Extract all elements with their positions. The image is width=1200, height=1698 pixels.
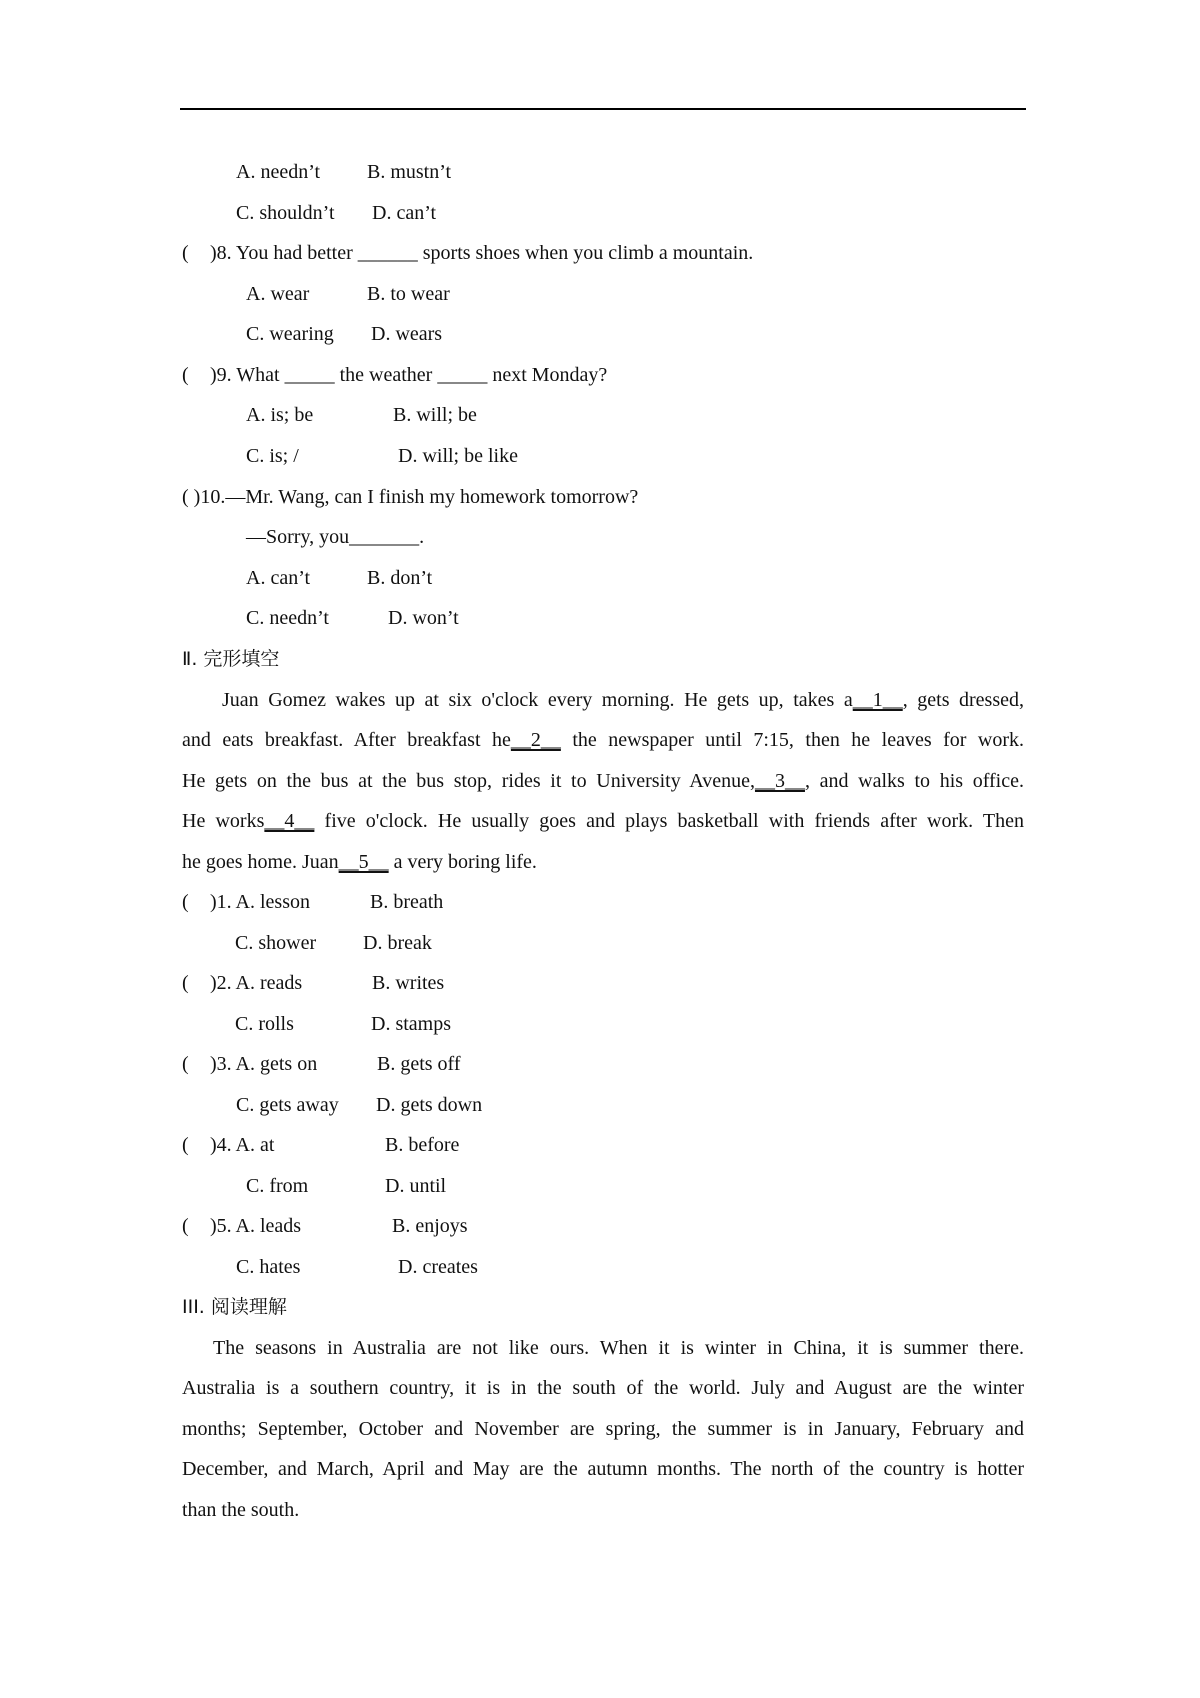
option-d: D. stamps — [371, 1013, 451, 1035]
option-b: B. will; be — [393, 404, 477, 426]
passage-line: December, and March, April and May are the autumn months. The north of the country is hotter — [182, 1458, 1024, 1480]
section-2-heading: Ⅱ. 完形填空 — [182, 648, 280, 670]
option-c: C. needn’t — [246, 607, 329, 629]
option-c: C. shower — [235, 932, 317, 954]
option-c: C. shouldn’t — [236, 202, 335, 224]
option-b: B. breath — [370, 891, 444, 913]
blank-1: __1__ — [852, 689, 903, 711]
option-d: D. won’t — [388, 607, 459, 629]
blank-5: __5__ — [338, 851, 389, 873]
blank-2: __2__ — [510, 729, 561, 751]
option-d: D. will; be like — [398, 445, 518, 467]
option-d: D. until — [385, 1175, 447, 1197]
passage-line: months; September, October and November are spring, the summer is in January, February and — [182, 1418, 1024, 1440]
passage-line: than the south. — [182, 1499, 300, 1521]
option-a: )5. A. leads — [210, 1215, 302, 1237]
option-a: )2. A. reads — [210, 972, 303, 994]
answer-paren: ( — [182, 1134, 189, 1156]
option-a: A. wear — [246, 283, 310, 305]
option-a: A. can’t — [246, 567, 311, 589]
passage-line: Australia is a southern country, it is in the south of the world. July and August are the winter — [182, 1377, 1024, 1399]
option-c: C. wearing — [246, 323, 334, 345]
option-a: A. needn’t — [236, 161, 321, 183]
option-b: B. mustn’t — [367, 161, 452, 183]
passage-line: The seasons in Australia are not like ours. When it is winter in China, it is summer there. — [213, 1337, 1024, 1359]
answer-paren: ( — [182, 1215, 189, 1237]
answer-paren: ( — [182, 364, 189, 386]
answer-paren: ( — [182, 891, 189, 913]
option-a: )4. A. at — [210, 1134, 275, 1156]
option-c: C. is; / — [246, 445, 299, 467]
passage-line: and eats breakfast. After breakfast he__2__ the newspaper until 7:15, then he leaves for work. — [182, 729, 1024, 751]
header-rule — [180, 108, 1026, 110]
option-d: D. wears — [371, 323, 443, 345]
passage-line: Juan Gomez wakes up at six o'clock every morning. He gets up, takes a__1__, gets dressed, — [222, 689, 1025, 711]
option-c: C. rolls — [235, 1013, 294, 1035]
dialog-reply: —Sorry, you_______. — [246, 526, 425, 548]
answer-paren: ( — [182, 242, 189, 264]
option-c: C. hates — [236, 1256, 301, 1278]
passage-line: He gets on the bus at the bus stop, rides it to University Avenue,__3__, and walks to his office. — [182, 770, 1024, 792]
option-c: C. from — [246, 1175, 309, 1197]
option-b: B. gets off — [377, 1053, 461, 1075]
option-b: B. to wear — [367, 283, 450, 305]
question-stem: )9. What _____ the weather _____ next Monday? — [210, 364, 608, 386]
blank-3: __3__ — [754, 770, 805, 792]
option-b: B. don’t — [367, 567, 433, 589]
option-d: D. creates — [398, 1256, 478, 1278]
option-b: B. before — [385, 1134, 460, 1156]
option-a: )1. A. lesson — [210, 891, 310, 913]
option-d: D. break — [363, 932, 432, 954]
option-c: C. gets away — [236, 1094, 339, 1116]
option-a: A. is; be — [246, 404, 314, 426]
section-3-heading: III. 阅读理解 — [182, 1296, 287, 1318]
option-b: B. writes — [372, 972, 445, 994]
passage-line: he goes home. Juan__5__ a very boring life. — [182, 851, 537, 873]
question-stem: ( )10.—Mr. Wang, can I finish my homework tomorrow? — [182, 486, 639, 508]
option-d: D. can’t — [372, 202, 437, 224]
option-b: B. enjoys — [392, 1215, 468, 1237]
blank-4: __4__ — [264, 810, 315, 832]
answer-paren: ( — [182, 972, 189, 994]
option-a: )3. A. gets on — [210, 1053, 318, 1075]
question-stem: )8. You had better ______ sports shoes when you climb a mountain. — [210, 242, 754, 264]
option-d: D. gets down — [376, 1094, 483, 1116]
answer-paren: ( — [182, 1053, 189, 1075]
passage-line: He works__4__ five o'clock. He usually goes and plays basketball with friends after work. Then — [182, 810, 1024, 832]
